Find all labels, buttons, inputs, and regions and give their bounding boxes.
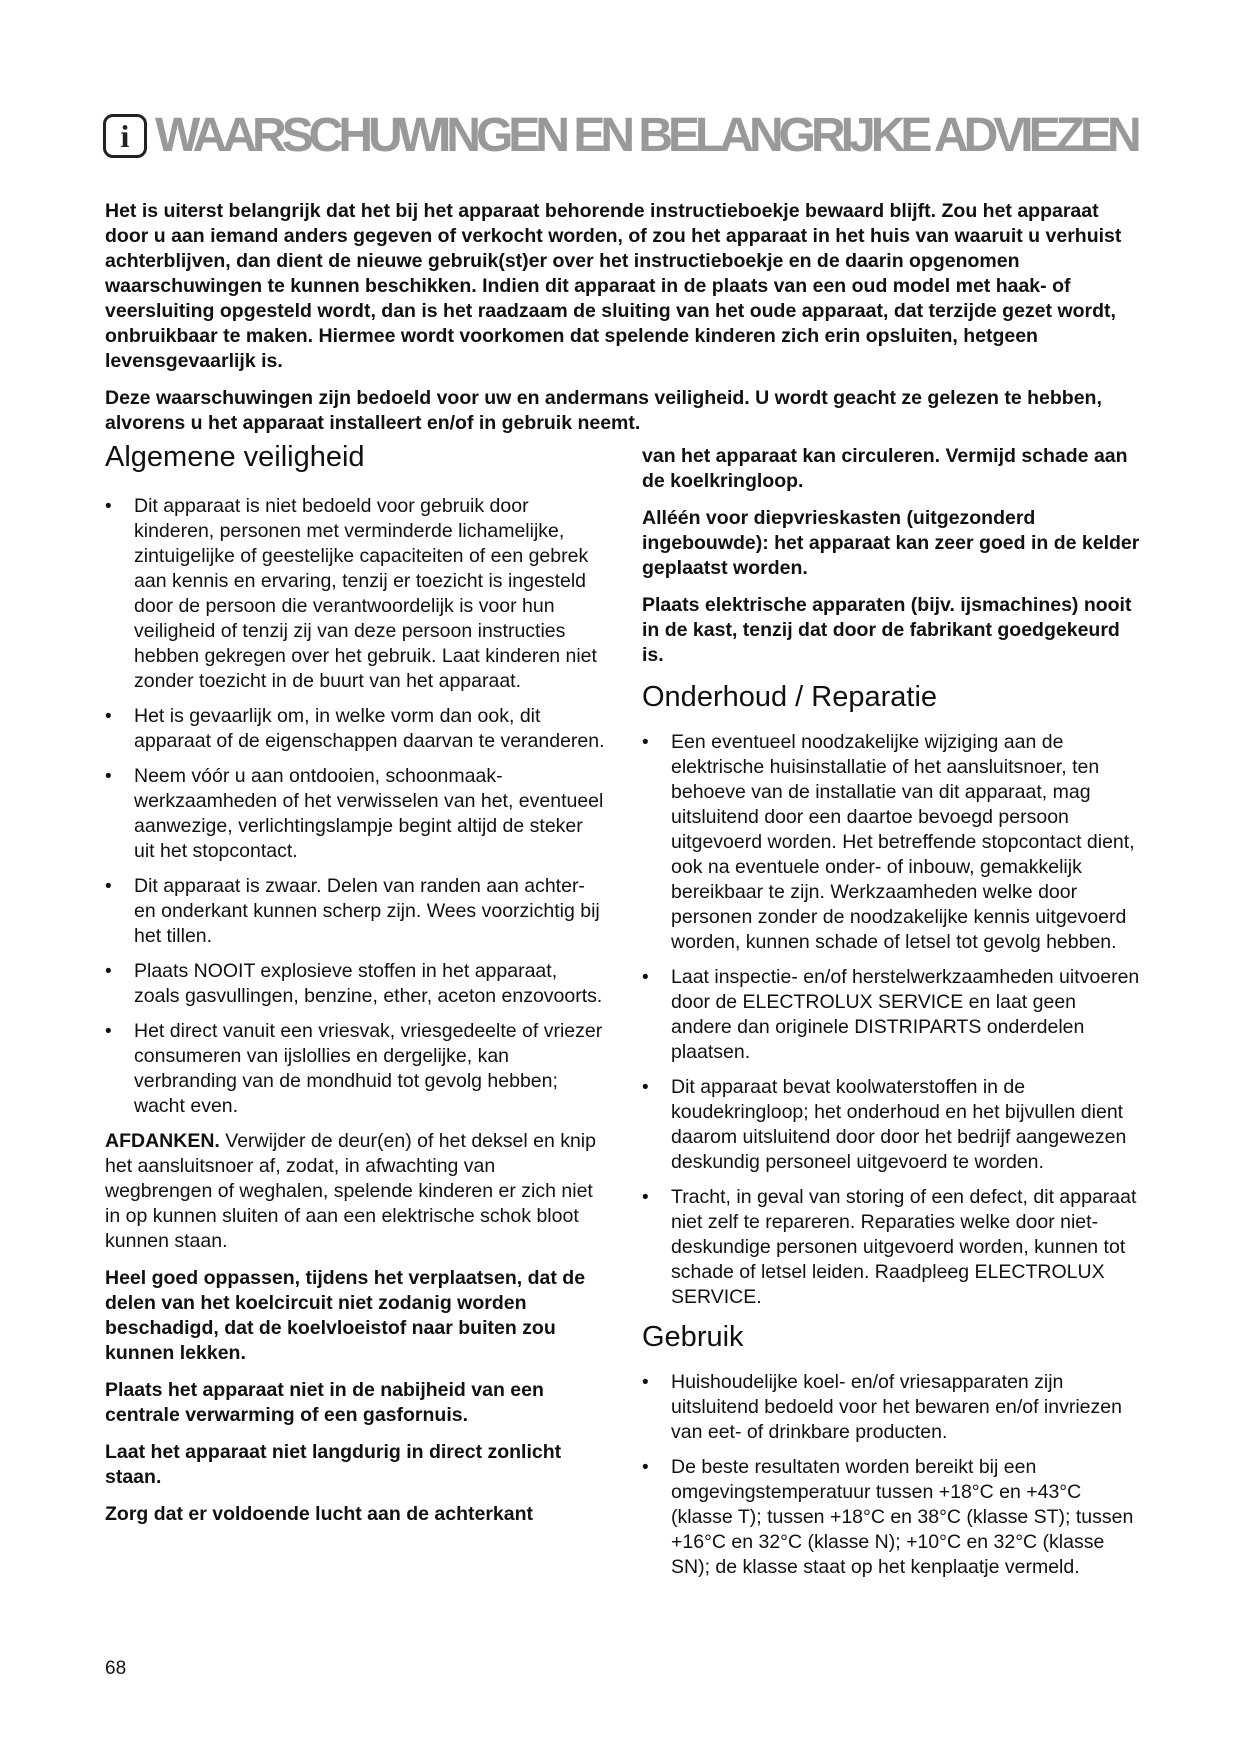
- list-item: • Dit apparaat bevat koolwaterstoffen in de koudekringloop; het onderhoud en het bijvullen dient daarom uitsluitend door door het bedrijf aangewezen deskundig personeel uitgevoerd te worden.: [642, 1075, 1142, 1175]
- intro: [105, 199, 1145, 448]
- bold-note: Plaats elektrische apparaten (bijv. ijsmachines) nooit in de kast, tenzij dat door de fabrikant goedgekeurd is.: [642, 594, 1132, 666]
- list-item: • Dit apparaat is niet bedoeld voor gebruik door kinderen, personen met verminderde lichamelijke, zintuigelijke of geestelijke capaciteiten of een gebrek aan kennis en ervaring, tenzij er toezicht is ingesteld door de persoon die verantwoordelijk is voor hun veiligheid of tenzij zij van deze persoon instructies hebben gekregen over het gebruik. Laat kinderen niet zonder toezicht in de buurt van het apparaat.: [105, 494, 605, 694]
- info-icon: i: [103, 114, 147, 158]
- right-column: [642, 444, 1142, 1590]
- list-item: • Laat inspectie- en/of herstelwerkzaamheden uitvoeren door de ELECTROLUX SERVICE en laat geen andere dan originele DISTRIPARTS onderdelen plaatsen.: [642, 965, 1142, 1065]
- page-title: WAARSCHUWINGEN EN BELANGRIJKE ADVIEZEN: [155, 109, 1137, 162]
- intro-paragraph: Deze waarschuwingen zijn bedoeld voor uw en andermans veiligheid. U wordt geacht ze gelezen te hebben, alvorens u het apparaat installeert en/of in gebruik neemt.: [105, 387, 1102, 434]
- onderhoud-list: [642, 730, 1142, 1310]
- section-heading-algemene: Algemene veiligheid: [105, 441, 365, 473]
- title-row: [103, 109, 1137, 162]
- bold-note: Plaats het apparaat niet in de nabijheid van een centrale verwarming of een gasfornuis.: [105, 1379, 544, 1426]
- section-heading-onderhoud: Onderhoud / Reparatie: [642, 681, 938, 713]
- list-item: • Een eventueel noodzakelijke wijziging aan de elektrische huisinstallatie of het aansluitsnoer, ten behoeve van de installatie van dit apparaat, mag uitsluitend door een daartoe bevoegd persoon uitgevoerd worden. Het betreffende stopcontact dient, ook na eventuele onder- of inbouw, gemakkelijk bereikbaar te zijn. Werkzaamheden welke door personen zonder de noodzakelijke kennis uitgevoerd worden, kunnen schade of letsel tot gevolg hebben.: [642, 730, 1142, 955]
- intro-paragraph: Het is uiterst belangrijk dat het bij het apparaat behorende instructieboekje bewaard blijft. Zou het apparaat door u aan iemand anders gegeven of verkocht worden, of zou het apparaat in het huis van waaruit u verhuist achterblijven, dan dient de nieuwe gebruik(st)er over het instructieboekje en de daarin opgenomen waarschuwingen te kunnen beschikken. Indien dit apparaat in de plaats van een oud model met haak- of veersluiting opgesteld wordt, dan is het raadzaam de sluiting van het oude apparaat, dat terzijde gezet wordt, onbruikbaar te maken. Hiermee wordt voorkomen dat spelende kinderen zich erin opsluiten, hetgeen levensgevaarlijk is.: [105, 200, 1122, 372]
- list-item: • Neem vóór u aan ontdooien, schoonmaak- werkzaamheden of het verwisselen van het, eventueel aanwezige, verlichtingslampje begint altijd de steker uit het stopcontact.: [105, 764, 605, 864]
- gebruik-list: [642, 1370, 1142, 1580]
- list-item: • Het is gevaarlijk om, in welke vorm dan ook, dit apparaat of de eigenschappen daarvan te veranderen.: [105, 704, 605, 754]
- list-item: • Het direct vanuit een vriesvak, vriesgedeelte of vriezer consumeren van ijslollies en dergelijke, kan verbranding van de mondhuid tot gevolg hebben; wacht even.: [105, 1019, 605, 1119]
- afdanken-text: Verwijder de deur(en) of het deksel en knip het aansluitsnoer af, zodat, in afwachting van wegbrengen of weghalen, spelende kinderen er zich niet in op kunnen sluiten of aan een elektrische schok bloot kunnen staan.: [105, 1130, 596, 1252]
- bold-note: van het apparaat kan circuleren. Vermijd schade aan de koelkringloop.: [642, 445, 1128, 492]
- list-item: • Huishoudelijke koel- en/of vriesapparaten zijn uitsluitend bedoeld voor het bewaren en/of invriezen van eet- of drinkbare producten.: [642, 1370, 1142, 1445]
- list-item: • Tracht, in geval van storing of een defect, dit apparaat niet zelf te repareren. Reparaties welke door niet-deskundige personen uitgevoerd worden, kunnen tot schade of letsel leiden. Raadpleeg ELECTROLUX SERVICE.: [642, 1185, 1142, 1310]
- afdanken-paragraph: [105, 1129, 605, 1254]
- list-item: • Plaats NOOIT explosieve stoffen in het apparaat, zoals gasvullingen, benzine, ether, aceton enzovoorts.: [105, 959, 605, 1009]
- afdanken-label: AFDANKEN.: [105, 1130, 220, 1152]
- section-heading-gebruik: Gebruik: [642, 1321, 744, 1353]
- list-item: • De beste resultaten worden bereikt bij een omgevingstemperatuur tussen +18°C en +43°C (klasse T); tussen +18°C en 38°C (klasse ST); tussen +16°C en 32°C (klasse N); +10°C en 32°C (klasse SN); de klasse staat op het kenplaatje vermeld.: [642, 1455, 1142, 1580]
- page-number: 68: [105, 1658, 127, 1679]
- bold-note: Heel goed oppassen, tijdens het verplaatsen, dat de delen van het koelcircuit niet zodanig worden beschadigd, dat de koelvloeistof naar buiten zou kunnen lekken.: [105, 1267, 586, 1364]
- bold-note: Alléén voor diepvrieskasten (uitgezonderd ingebouwde): het apparaat kan zeer goed in de kelder geplaatst worden.: [642, 507, 1140, 579]
- algemene-list: [105, 494, 605, 1119]
- bold-note: Laat het apparaat niet langdurig in direct zonlicht staan.: [105, 1441, 562, 1488]
- list-item: • Dit apparaat is zwaar. Delen van randen aan achter- en onderkant kunnen scherp zijn. Wees voorzichtig bij het tillen.: [105, 874, 605, 949]
- bold-note: Zorg dat er voldoende lucht aan de achterkant: [105, 1503, 534, 1525]
- left-column: [105, 440, 605, 1539]
